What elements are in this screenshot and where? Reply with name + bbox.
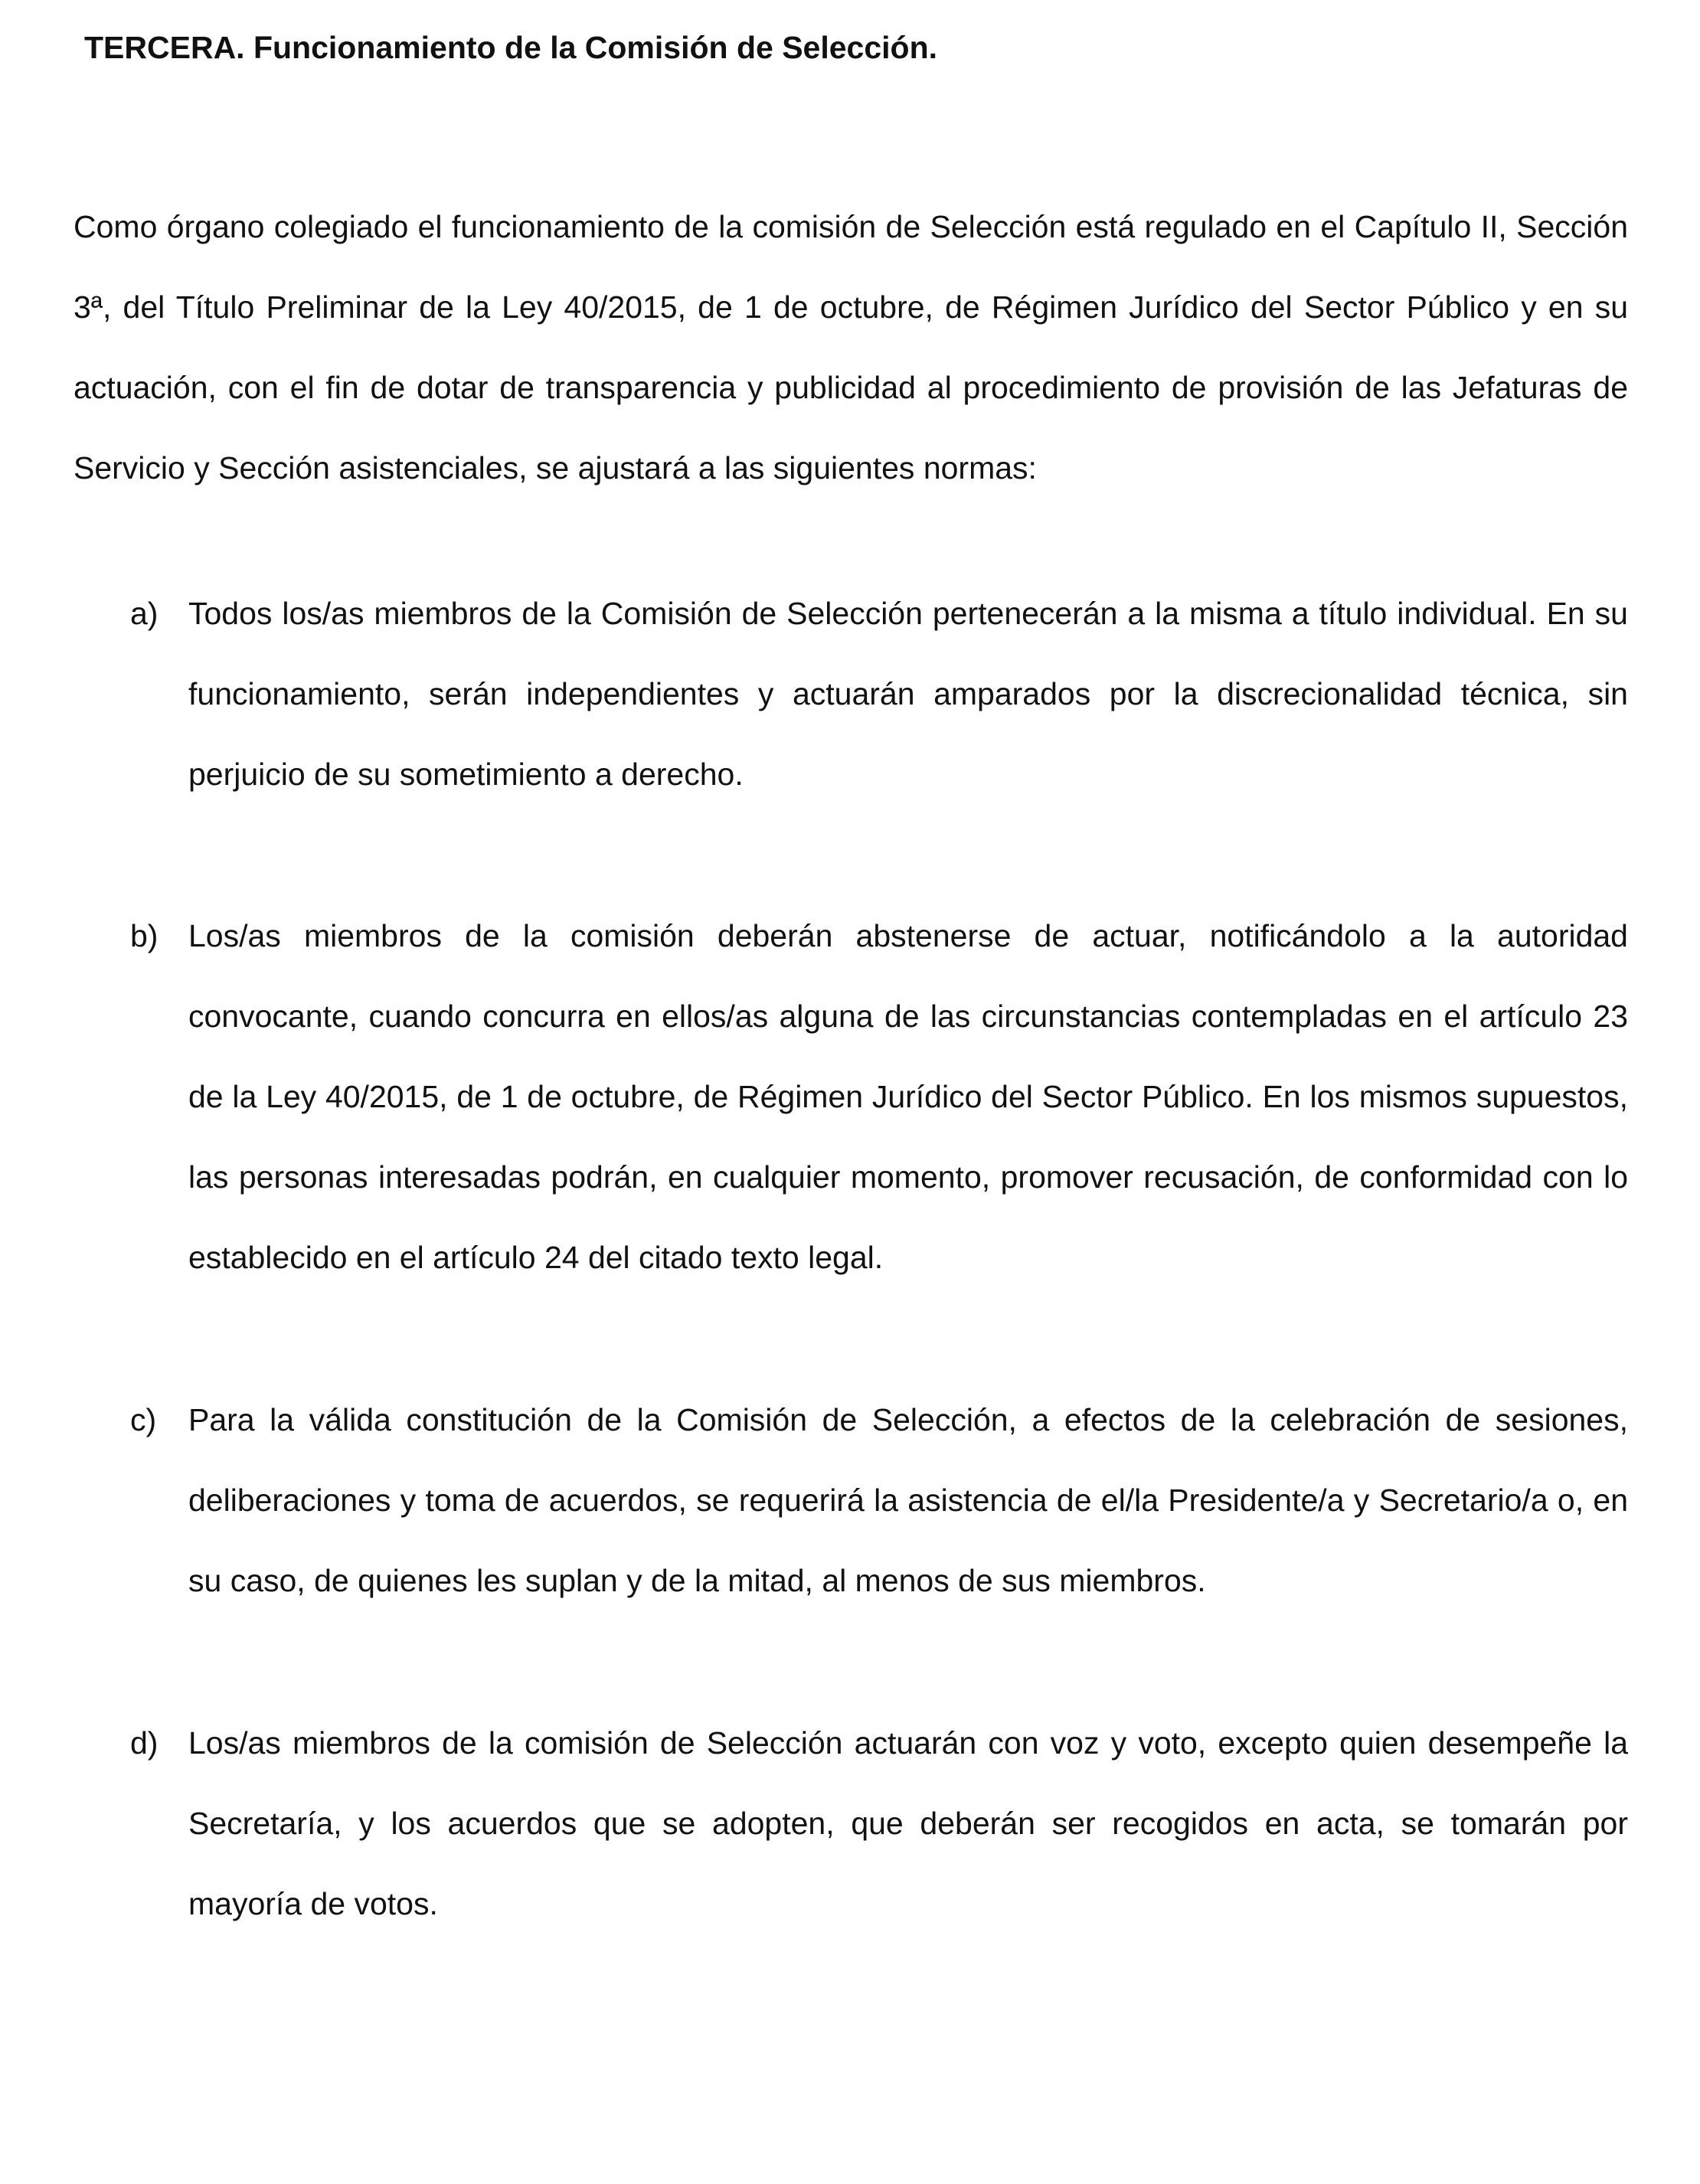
list-item-text: Para la válida constitución de la Comisión de Selección, a efectos de la celebración de sesiones, deliberaciones y toma de acuerdos, se requerirá la asistencia de el/la Presidente/a y Secretario/a o, en su caso, de quienes les suplan y de la mitad, al menos de sus miembros. <box>188 1402 1628 1598</box>
list-item-marker: d) <box>130 1725 159 1761</box>
list-item-marker: b) <box>130 918 159 953</box>
list-item-marker: a) <box>130 596 159 631</box>
list-item-marker: c) <box>130 1402 157 1437</box>
list-item-text: Los/as miembros de la comisión deberán abstenerse de actuar, notificándolo a la autoridad convocante, cuando concurra en ellos/as alguna de las circunstancias contempladas en el artículo 23 de la Ley 40/2015, de 1 de octubre, de Régimen Jurídico del Sector Público. En los mismos supuestos, las personas interesadas podrán, en cualquier momento, promover recusación, de conformidad con lo establecido en el artículo 24 del citado texto legal. <box>188 918 1628 1275</box>
section-heading: TERCERA. Funcionamiento de la Comisión de Selección. <box>84 30 938 65</box>
list-item-text: Todos los/as miembros de la Comisión de Selección pertenecerán a la misma a título individual. En su funcionamiento, serán independientes y actuarán amparados por la discrecionalidad técnica, sin perjuicio de su sometimiento a derecho. <box>188 596 1628 792</box>
intro-paragraph: Como órgano colegiado el funcionamiento de la comisión de Selección está regulado en el Capítulo II, Sección 3ª, del Título Preliminar de la Ley 40/2015, de 1 de octubre, de Régimen Jurídico del Sector Público y en su actuación, con el fin de dotar de transparencia y publicidad al procedimiento de provisión de las Jefaturas de Servicio y Sección asistenciales, se ajustará a las siguientes normas: <box>74 209 1628 486</box>
list-item-text: Los/as miembros de la comisión de Selección actuarán con voz y voto, excepto quien desempeñe la Secretaría, y los acuerdos que se adopten, que deberán ser recogidos en acta, se tomarán por mayoría de votos. <box>188 1725 1628 1921</box>
